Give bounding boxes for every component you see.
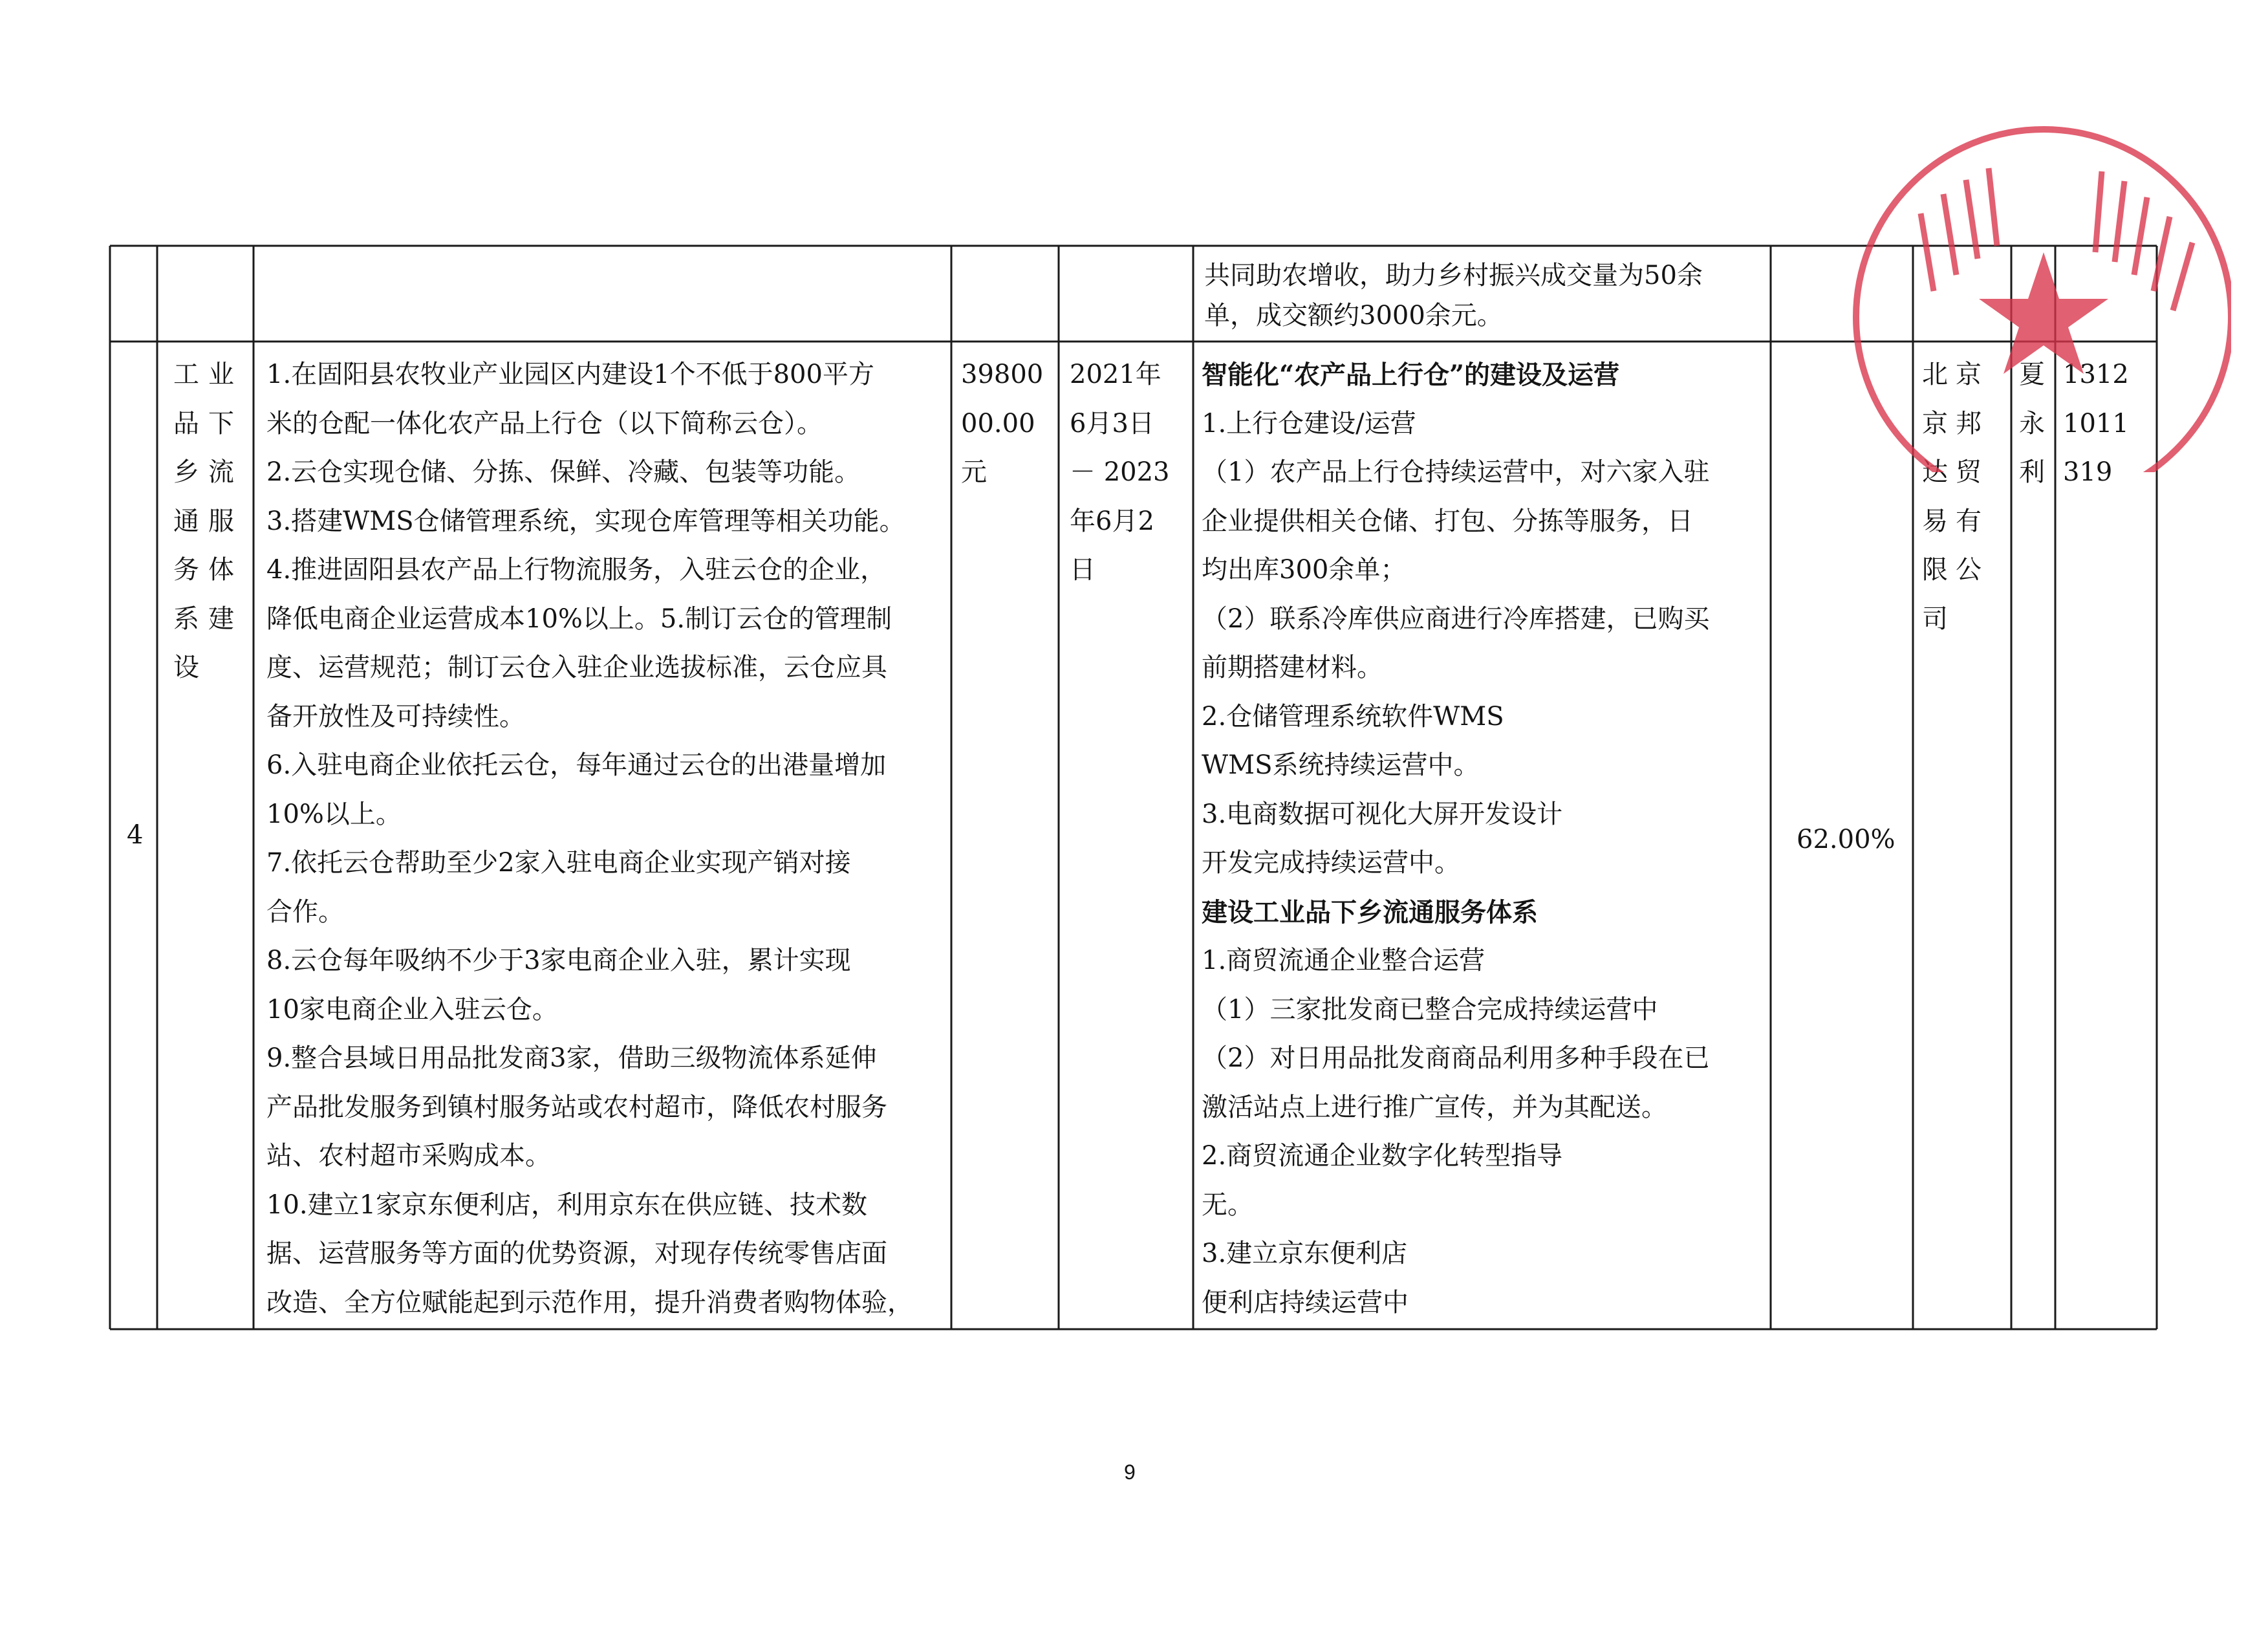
text-line: 1.上行仓建设/运营 <box>1202 408 1416 439</box>
text-line: 前期搭建材料。 <box>1202 653 1383 682</box>
text-line: 9.整合县域日用品批发商3家，借助三级物流体系延伸 <box>266 1043 877 1073</box>
text-line: 3.电商数据可视化大屏开发设计 <box>1202 799 1563 829</box>
text-line: 务体 <box>173 555 243 585</box>
progress-status <box>1202 351 1709 1327</box>
page-number: 9 <box>1124 1460 1136 1484</box>
text-line: 米的仓配一体化农产品上行仓（以下简称云仓）。 <box>266 408 823 439</box>
official-seal-stamp <box>1830 123 2231 472</box>
text-line: WMS系统持续运营中。 <box>1202 750 1480 780</box>
project-name <box>173 351 243 693</box>
text-line: 降低电商企业运营成本10%以上。5.制订云仓的管理制 <box>266 603 892 634</box>
text-line: 永 <box>2019 408 2045 439</box>
text-line: 2021年 <box>1070 360 1161 389</box>
text-line: 3.建立京东便利店 <box>1202 1239 1408 1268</box>
text-line: 夏 <box>2019 360 2045 389</box>
text-line: 均出库300余单； <box>1202 555 1407 585</box>
text-line: 2.商贸流通企业数字化转型指导 <box>1202 1141 1563 1171</box>
text-line: 1312 <box>2063 360 2129 389</box>
text-line: 元 <box>961 457 987 487</box>
text-line: 2.云仓实现仓储、分拣、保鲜、冷藏、包装等功能。 <box>266 457 861 487</box>
text-line: 据、运营服务等方面的优势资源，对现存传统零售店面 <box>266 1239 887 1268</box>
text-line: 合作。 <box>266 896 344 927</box>
text-line: （1）三家批发商已整合完成持续运营中 <box>1202 994 1658 1025</box>
text-line: 单，成交额约3000余元。 <box>1204 301 1503 331</box>
text-line: 度、运营规范；制订云仓入驻企业选拔标准，云仓应具 <box>266 653 887 682</box>
text-line: 限公 <box>1922 555 1989 585</box>
section-heading: 智能化“农产品上行仓”的建设及运营 <box>1202 360 1620 390</box>
text-line: 7.依托云仓帮助至少2家入驻电商企业实现产销对接 <box>266 848 851 878</box>
text-line: 备开放性及可持续性。 <box>266 701 525 732</box>
text-line: 10%以上。 <box>266 799 402 829</box>
text-line: 设 <box>173 653 208 682</box>
text-line: 年6月2 <box>1070 506 1154 536</box>
text-line: 6.入驻电商企业依托云仓，每年通过云仓的出港量增加 <box>266 750 887 780</box>
section-heading: 建设工业品下乡流通服务体系 <box>1202 896 1538 928</box>
text-line: 乡流 <box>173 457 243 487</box>
continued-progress-text <box>1204 255 1703 336</box>
text-line: 10.建立1家京东便利店，利用京东在供应链、技术数 <box>266 1189 868 1220</box>
text-line: 京邦 <box>1922 408 1989 439</box>
text-line: 00.00 <box>961 408 1035 439</box>
text-line: 无。 <box>1202 1189 1253 1220</box>
text-line: 3.搭建WMS仓储管理系统，实现仓库管理等相关功能。 <box>266 506 905 536</box>
text-line: 39800 <box>961 360 1044 389</box>
text-line: 1.在固阳县农牧业产业园区内建设1个不低于800平方 <box>266 360 874 389</box>
text-line: 共同助农增收，助力乡村振兴成交量为50余 <box>1204 261 1703 290</box>
text-line: 企业提供相关仓储、打包、分拣等服务，日 <box>1202 506 1693 536</box>
text-line: 司 <box>1922 603 1956 634</box>
text-line: 4.推进固阳县农产品上行物流服务，入驻云仓的企业， <box>266 555 887 585</box>
text-line: 北京 <box>1922 360 1989 389</box>
construction-content <box>266 351 913 1327</box>
completion-rate: 62.00% <box>1797 825 1895 854</box>
text-line: 2.仓储管理系统软件WMS <box>1202 701 1504 732</box>
text-line: 日 <box>1070 555 1096 585</box>
text-line: 系建 <box>173 603 243 634</box>
text-line: 品下 <box>173 408 243 439</box>
text-line: 通服 <box>173 506 243 536</box>
text-line: 10家电商企业入驻云仓。 <box>266 994 558 1025</box>
text-line: 319 <box>2063 457 2113 487</box>
text-line: 产品批发服务到镇村服务站或农村超市，降低农村服务 <box>266 1092 887 1122</box>
text-line: 便利店持续运营中 <box>1202 1287 1409 1318</box>
funding-amount <box>961 351 1043 497</box>
text-line: 易有 <box>1922 506 1989 536</box>
text-line: （2）对日用品批发商商品利用多种手段在已 <box>1202 1043 1710 1073</box>
text-line: 工业 <box>173 360 243 389</box>
text-line: 达贸 <box>1922 457 1989 487</box>
text-line: 改造、全方位赋能起到示范作用，提升消费者购物体验， <box>266 1287 913 1318</box>
text-line: － 2023 <box>1070 457 1170 487</box>
text-line: 利 <box>2019 457 2045 487</box>
text-line: （2）联系冷库供应商进行冷库搭建，已购买 <box>1202 603 1710 634</box>
text-line: 1011 <box>2063 408 2129 439</box>
text-line: 8.云仓每年吸纳不少于3家电商企业入驻，累计实现 <box>266 946 851 975</box>
implementation-period <box>1070 351 1170 595</box>
text-line: 开发完成持续运营中。 <box>1202 848 1460 878</box>
text-line: （1）农产品上行仓持续运营中，对六家入驻 <box>1202 457 1710 487</box>
text-line: 6月3日 <box>1070 408 1154 439</box>
text-line: 激活站点上进行推广宣传，并为其配送。 <box>1202 1092 1667 1122</box>
row-index: 4 <box>127 820 144 850</box>
text-line: 站、农村超市采购成本。 <box>266 1141 551 1171</box>
text-line: 1.商贸流通企业整合运营 <box>1202 946 1485 975</box>
